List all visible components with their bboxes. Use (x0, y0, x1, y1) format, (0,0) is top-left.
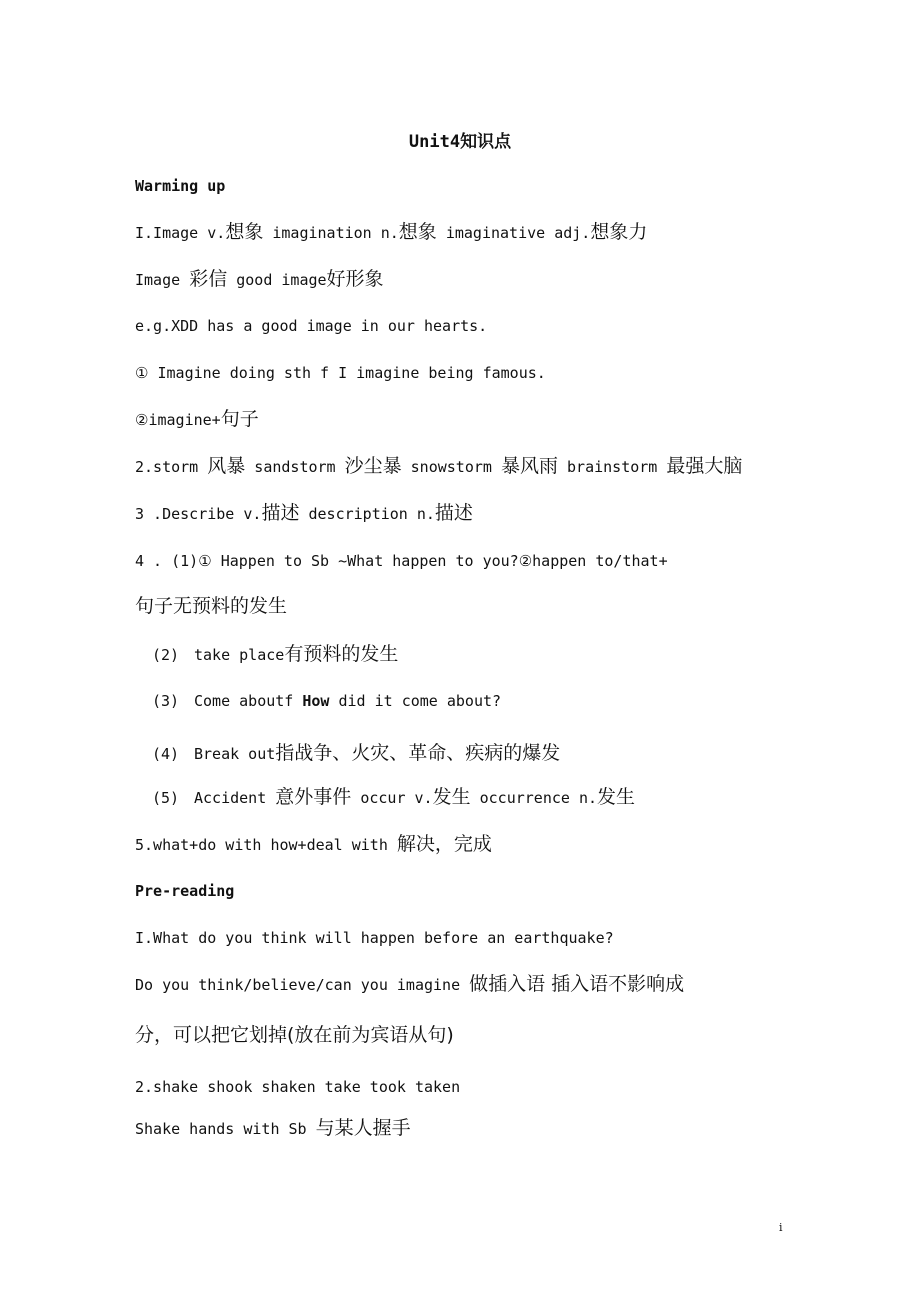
line-text-cn: 与某人握手 (315, 1117, 411, 1139)
line-text: 2.storm (135, 458, 208, 476)
item-number: (4) (152, 745, 180, 763)
note-line-13 (152, 786, 635, 809)
line-text: did it come about? (329, 692, 502, 710)
line-text: I.Image v. (135, 224, 226, 242)
line-text: snowstorm (401, 458, 501, 476)
note-line-6 (135, 455, 742, 478)
line-text-cn: 句子 (220, 408, 259, 430)
line-text-bold: How (302, 692, 330, 710)
line-text: 3 .Describe v. (135, 505, 262, 523)
note-line-17: 分，可以把它划掉(放在前为宾语从句) (135, 1024, 454, 1046)
line-text-cn: 最强大脑 (666, 455, 743, 477)
note-line-11 (152, 690, 501, 712)
line-text-cn: 沙尘暴 (344, 455, 402, 477)
note-line-7 (135, 502, 473, 525)
note-line-3: e.g.XDD has a good image in our hearts. (135, 317, 488, 335)
note-line-10 (152, 643, 398, 666)
item-number: (5) (152, 789, 180, 807)
line-text: occurrence n. (470, 789, 598, 807)
line-text-cn: 想象力 (590, 221, 648, 243)
item-number: (3) (152, 692, 180, 710)
page-title: Unit4知识点 (408, 132, 512, 152)
note-line-5 (135, 408, 259, 431)
note-line-2 (135, 268, 384, 291)
line-text-cn: 发生 (597, 786, 636, 808)
line-text-cn: 有预料的发生 (284, 643, 399, 665)
note-line-19 (135, 1117, 411, 1140)
line-text-cn: 想象 (398, 221, 437, 243)
line-text-cn: 做插入语 插入语不影响成 (469, 973, 685, 995)
item-number: (2) (152, 646, 180, 664)
line-text: imagination n. (263, 224, 399, 242)
line-text: Accident (194, 789, 276, 807)
line-text: Shake hands with Sb (135, 1120, 316, 1138)
line-text: Break out (194, 745, 276, 763)
line-text-cn: 意外事件 (275, 786, 352, 808)
section-heading-warming-up: Warming up (135, 177, 226, 195)
line-text: Do you think/believe/can you imagine (135, 976, 470, 994)
note-line-4: ① Imagine doing sth f I imagine being famous. (135, 364, 546, 382)
line-text-cn: 想象 (225, 221, 264, 243)
line-text: ②imagine+ (135, 411, 221, 429)
line-text: 5.what+do with how+deal with (135, 836, 397, 854)
line-text: take place (194, 646, 285, 664)
line-text-cn: 解决，完成 (396, 833, 492, 855)
line-text-cn: 好形象 (326, 268, 384, 290)
note-line-14 (135, 833, 492, 856)
line-text: description n. (299, 505, 435, 523)
line-text-cn: 描述 (261, 502, 300, 524)
line-text: sandstorm (245, 458, 345, 476)
line-text-cn: 描述 (434, 502, 473, 524)
line-text: Come aboutf (194, 692, 303, 710)
line-text: brainstorm (557, 458, 667, 476)
note-line-18: 2.shake shook shaken take took taken (135, 1078, 461, 1096)
line-text: good image (227, 271, 327, 289)
line-text-cn: 发生 (432, 786, 471, 808)
line-text: occur v. (351, 789, 433, 807)
note-line-15: I.What do you think will happen before an earthquake? (135, 929, 614, 947)
note-line-8: 4 . (1)① Happen to Sb ~What happen to you?②happen to/that+ (135, 552, 668, 570)
note-line-1 (135, 221, 647, 244)
line-text-cn: 彩信 (189, 268, 228, 290)
section-heading-pre-reading: Pre-reading (135, 882, 235, 900)
line-text-cn: 风暴 (207, 455, 246, 477)
note-line-12 (152, 742, 560, 765)
note-line-16 (135, 973, 684, 996)
line-text-cn: 暴风雨 (500, 455, 558, 477)
line-text-cn: 指战争、火灾、革命、疾病的爆发 (275, 742, 561, 764)
note-line-9: 句子无预料的发生 (135, 595, 288, 617)
line-text: Image (135, 271, 190, 289)
line-text: imaginative adj. (436, 224, 591, 242)
page-number: i (779, 1221, 783, 1234)
